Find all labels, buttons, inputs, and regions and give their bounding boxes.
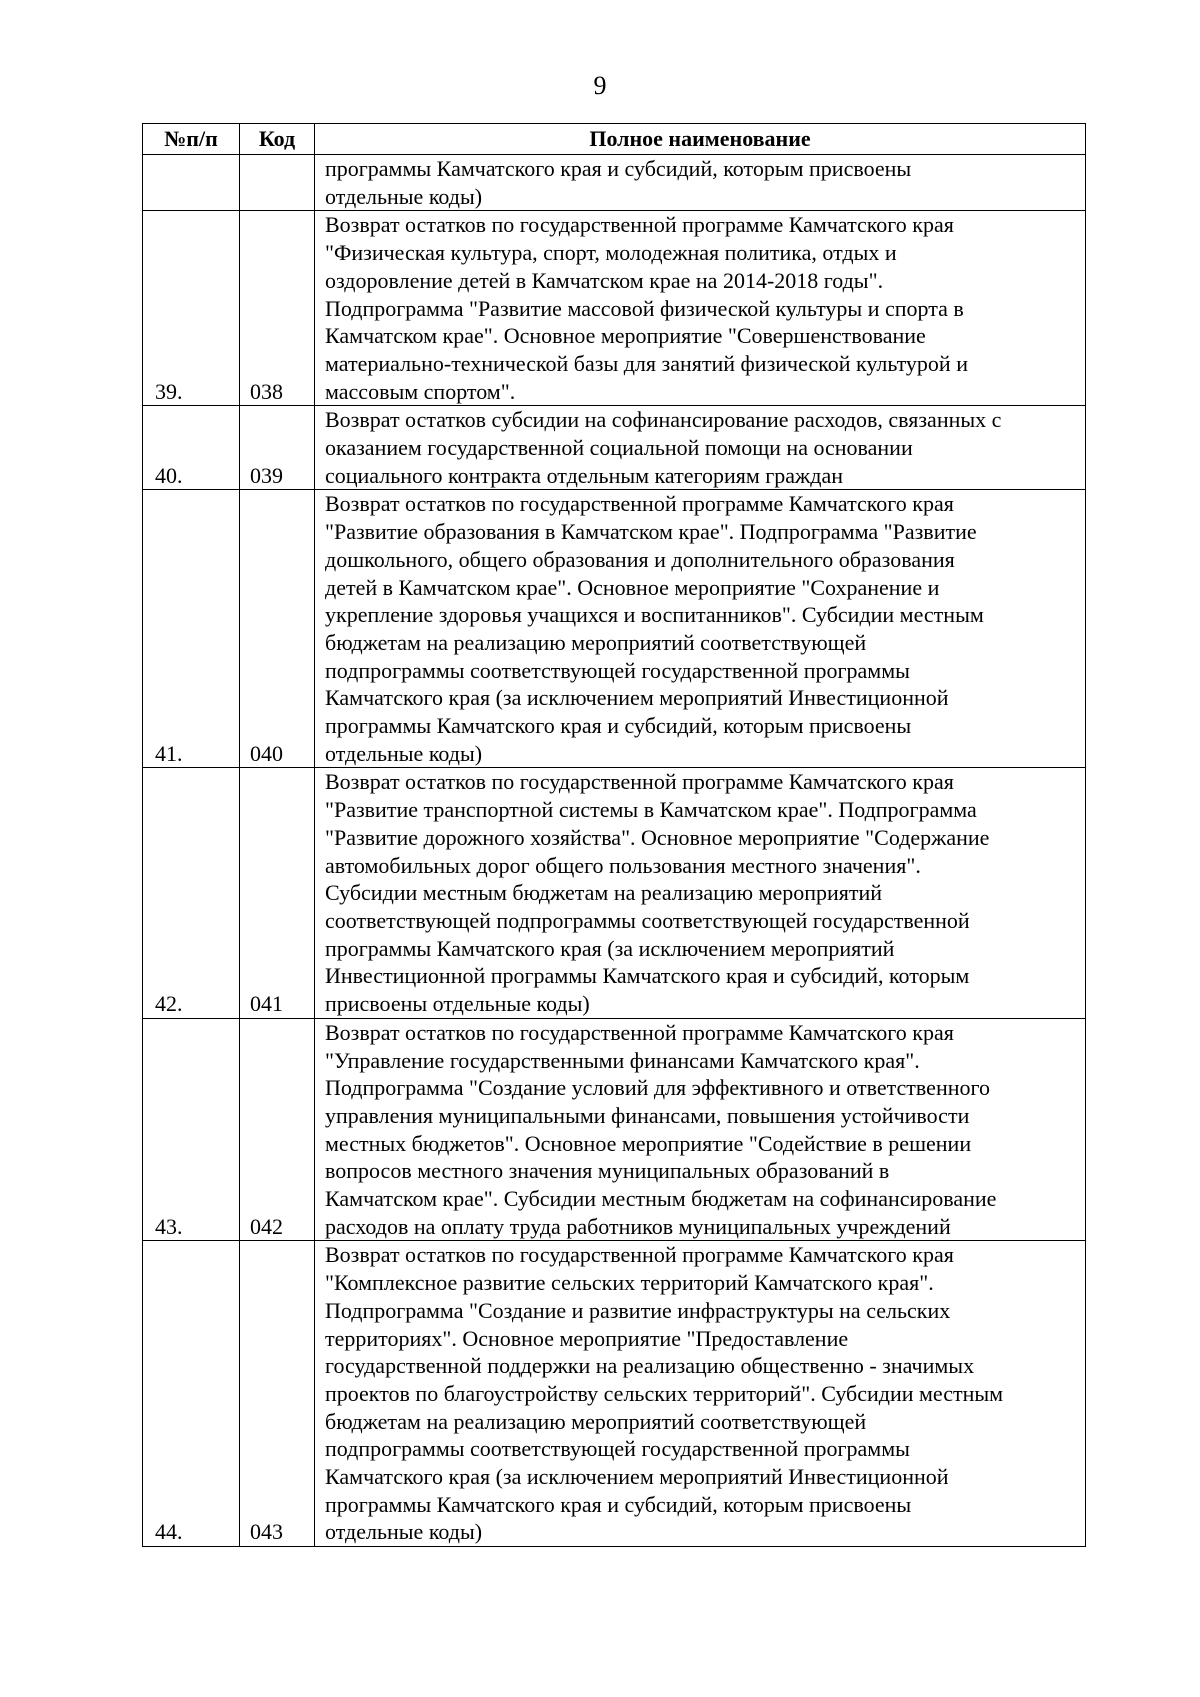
row-name: программы Камчатского края и субсидий, которым присвоены отдельные коды) [315, 155, 1086, 211]
header-name: Полное наименование [315, 124, 1086, 155]
table-body [143, 155, 1086, 1547]
table-row [143, 768, 1086, 1018]
table-header [143, 124, 1086, 155]
row-name: Возврат остатков по государственной программе Камчатского края "Управление государственными финансами Камчатского края". Подпрограмма "Создание условий для эффективного и ответственного управления муниципальными финансами, повышения устойчивости местных бюджетов". Основное мероприятие "Содействие в решении вопросов местного значения муниципальных образований в Камчатском крае". Субсидии местным бюджетам на софинансирование расходов на оплату труда работников муниципальных учреждений [315, 1018, 1086, 1241]
row-name: Возврат остатков по государственной программе Камчатского края "Комплексное развитие сельских территорий Камчатского края". Подпрограмма "Создание и развитие инфраструктуры на сельских территориях". Основное мероприятие "Предоставление государственной поддержки на реализацию общественно - значимых проектов по благоустройству сельских территорий". Субсидии местным бюджетам на реализацию мероприятий соответствующей подпрограммы соответствующей государственной программы Камчатского края (за исключением мероприятий Инвестиционной программы Камчатского края и субсидий, которым присвоены отдельные коды) [315, 1241, 1086, 1547]
row-name: Возврат остатков по государственной программе Камчатского края "Физическая культура, спорт, молодежная политика, отдых и оздоровление детей в Камчатском крае на 2014-2018 годы". Подпрограмма "Развитие массовой физической культуры и спорта в Камчатском крае". Основное мероприятие "Совершенствование материально-технической базы для занятий физической культурой и массовым спортом". [315, 211, 1086, 406]
row-num: 42. [143, 768, 240, 1018]
row-code [240, 155, 315, 211]
row-num: 41. [143, 490, 240, 768]
row-num [143, 155, 240, 211]
table-row [143, 490, 1086, 768]
table-row [143, 155, 1086, 211]
header-row [143, 124, 1086, 155]
row-code: 042 [240, 1018, 315, 1241]
row-num: 43. [143, 1018, 240, 1241]
table-row [143, 1241, 1086, 1547]
row-code: 040 [240, 490, 315, 768]
row-code: 041 [240, 768, 315, 1018]
row-name: Возврат остатков субсидии на софинансирование расходов, связанных с оказанием государственной социальной помощи на основании социального контракта отдельным категориям граждан [315, 406, 1086, 490]
header-code: Код [240, 124, 315, 155]
row-code: 043 [240, 1241, 315, 1547]
row-num: 40. [143, 406, 240, 490]
row-code: 039 [240, 406, 315, 490]
row-name: Возврат остатков по государственной программе Камчатского края "Развитие образования в Камчатском крае". Подпрограмма "Развитие дошкольного, общего образования и дополнительного образования детей в Камчатском крае". Основное мероприятие "Сохранение и укрепление здоровья учащихся и воспитанников". Субсидии местным бюджетам на реализацию мероприятий соответствующей подпрограммы соответствующей государственной программы Камчатского края (за исключением мероприятий Инвестиционной программы Камчатского края и субсидий, которым присвоены отдельные коды) [315, 490, 1086, 768]
codes-table [142, 123, 1086, 1547]
page-number: 9 [593, 71, 607, 100]
table-row [143, 406, 1086, 490]
row-num: 44. [143, 1241, 240, 1547]
row-code: 038 [240, 211, 315, 406]
row-name: Возврат остатков по государственной программе Камчатского края "Развитие транспортной системы в Камчатском крае". Подпрограмма "Развитие дорожного хозяйства". Основное мероприятие "Содержание автомобильных дорог общего пользования местного значения". Субсидии местным бюджетам на реализацию мероприятий соответствующей подпрограммы соответствующей государственной программы Камчатского края (за исключением мероприятий Инвестиционной программы Камчатского края и субсидий, которым присвоены отдельные коды) [315, 768, 1086, 1018]
row-num: 39. [143, 211, 240, 406]
header-num: №п/п [143, 124, 240, 155]
table-row [143, 211, 1086, 406]
table-row [143, 1018, 1086, 1241]
